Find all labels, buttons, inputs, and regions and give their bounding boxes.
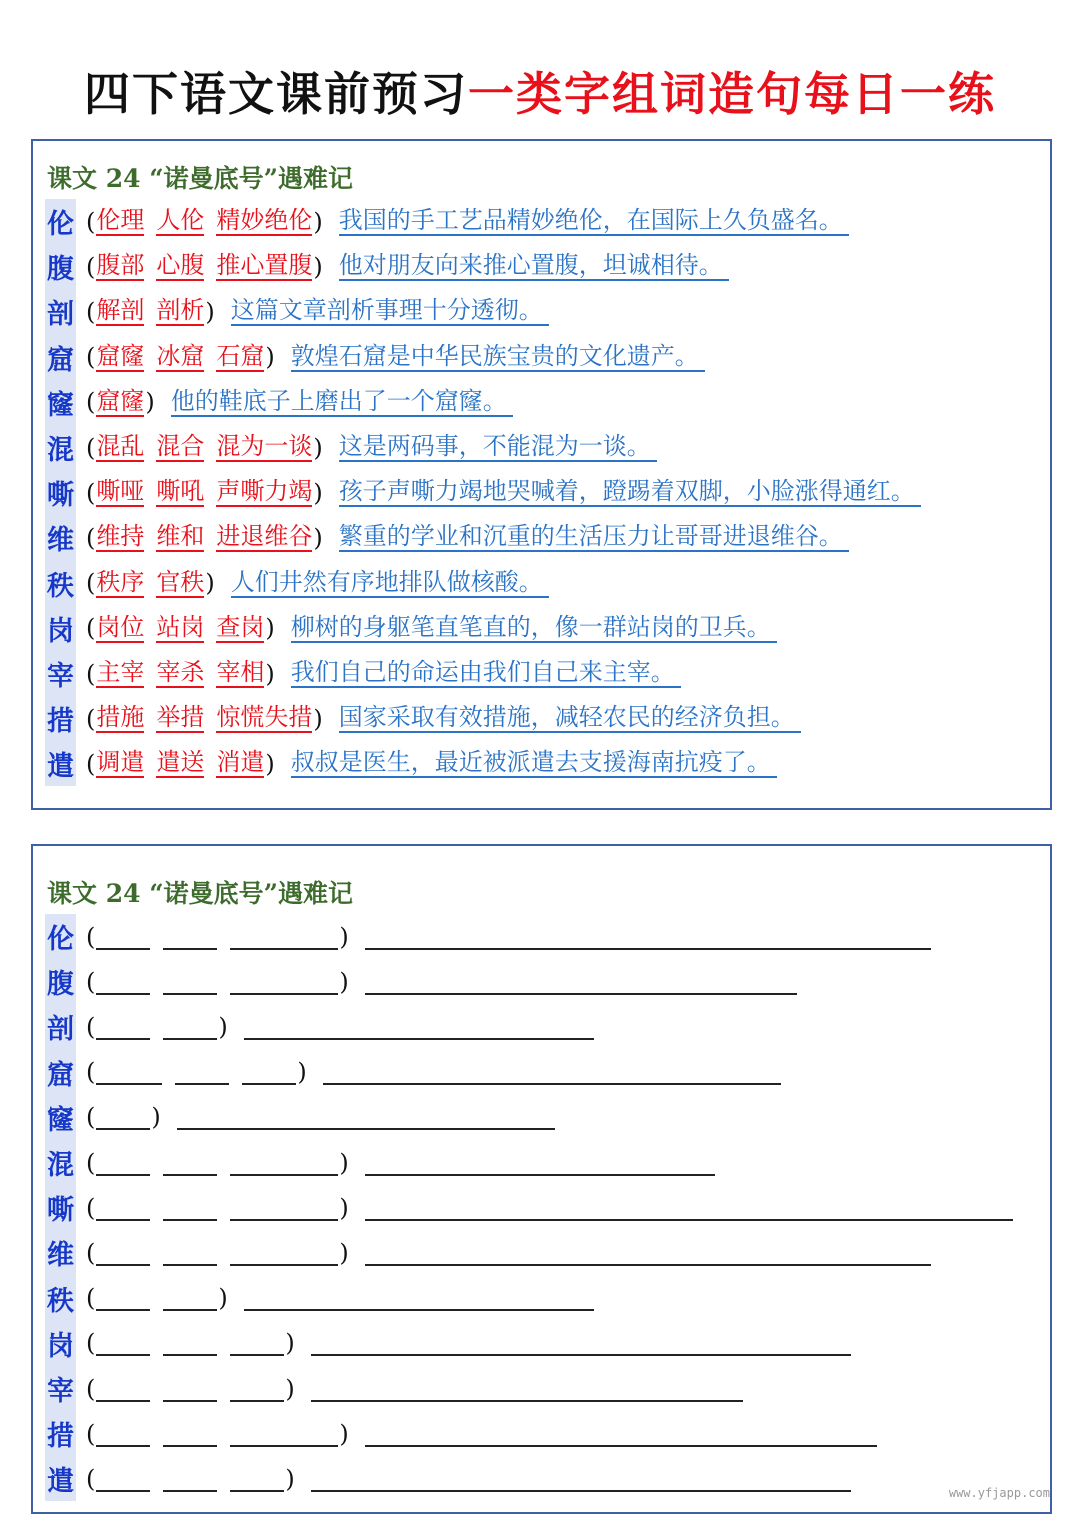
compound-word: 秩序 (96, 567, 145, 596)
example-sentence: 我们自己的命运由我们自己来主宰。 (291, 659, 681, 688)
word-blank[interactable] (96, 1014, 150, 1040)
compound-word: 人伦 (156, 206, 205, 234)
title-black: 四下语文课前预习 (84, 67, 468, 121)
practice-row (45, 1411, 877, 1456)
compound-word: 腹部 (96, 251, 145, 280)
example-sentence: 他的鞋底子上磨出了一个窟窿。 (171, 388, 513, 417)
target-character: 遣 (47, 1466, 74, 1498)
close-paren: ) (218, 1284, 228, 1313)
target-character: 嘶 (47, 1195, 74, 1227)
example-sentence: 这篇文章剖析事理十分透彻。 (231, 297, 549, 326)
word-blank[interactable] (163, 1150, 217, 1176)
target-character: 秩 (47, 1285, 74, 1317)
answer-row (45, 289, 549, 334)
target-character: 窟 (47, 1059, 74, 1091)
word-blank[interactable] (163, 1421, 217, 1447)
open-paren: ( (86, 749, 96, 778)
word-blank[interactable] (96, 1466, 150, 1492)
close-paren: ) (313, 523, 323, 552)
close-paren: ) (265, 343, 275, 372)
open-paren: ( (86, 1193, 96, 1222)
open-paren: ( (86, 1329, 96, 1358)
open-paren: ( (86, 523, 96, 552)
compound-word: 窟窿 (96, 341, 145, 370)
word-blank[interactable] (230, 1240, 338, 1266)
word-blank[interactable] (163, 1466, 217, 1492)
open-paren: ( (86, 297, 96, 326)
word-blank[interactable] (230, 1376, 284, 1402)
target-character: 岗 (47, 1330, 74, 1362)
target-character: 窿 (47, 389, 74, 421)
open-paren: ( (86, 1284, 96, 1313)
example-sentence: 人们井然有序地排队做核酸。 (231, 569, 549, 598)
compound-word: 调遣 (96, 748, 145, 777)
close-paren: ) (205, 569, 215, 598)
practice-row (45, 1366, 743, 1411)
example-sentence: 柳树的身躯笔直笔直的，像一群站岗的卫兵。 (291, 614, 777, 643)
compound-word: 推心置腹 (216, 251, 313, 280)
word-blank[interactable] (163, 1240, 217, 1266)
close-paren: ) (339, 1238, 349, 1267)
word-blank[interactable] (96, 1195, 150, 1221)
open-paren: ( (86, 659, 96, 688)
practice-row (45, 1230, 931, 1275)
target-character: 宰 (47, 1376, 74, 1407)
word-blank[interactable] (230, 969, 338, 995)
example-sentence: 繁重的学业和沉重的生活压力让哥哥进退维谷。 (339, 523, 849, 552)
word-blank[interactable] (96, 1104, 150, 1130)
open-paren: ( (86, 252, 96, 281)
target-character: 伦 (47, 924, 74, 955)
sentence-blank[interactable] (311, 1466, 851, 1492)
word-blank[interactable] (242, 1059, 296, 1085)
sentence-blank[interactable] (311, 1376, 743, 1402)
close-paren: ) (339, 1419, 349, 1448)
close-paren: ) (313, 433, 323, 462)
practice-row (45, 1456, 851, 1501)
sentence-blank[interactable] (365, 969, 797, 995)
answer-row (45, 561, 549, 606)
compound-word: 伦理 (96, 206, 145, 234)
word-blank[interactable] (96, 1240, 150, 1266)
practice-row (45, 1140, 715, 1185)
page-title (0, 58, 1080, 124)
word-blank[interactable] (96, 1421, 150, 1447)
compound-word: 维持 (96, 522, 145, 551)
answer-row (45, 380, 513, 425)
open-paren: ( (86, 967, 96, 996)
target-character: 措 (47, 1421, 74, 1453)
sentence-blank[interactable] (365, 1195, 1013, 1221)
word-blank[interactable] (163, 1376, 217, 1402)
target-character: 嘶 (47, 480, 74, 512)
word-blank[interactable] (96, 1150, 150, 1176)
answer-row (45, 199, 849, 244)
compound-word: 混乱 (96, 432, 145, 460)
compound-word: 石窟 (216, 341, 265, 370)
practice-row (45, 1276, 594, 1321)
compound-word: 嘶吼 (156, 477, 205, 506)
open-paren: ( (86, 1103, 96, 1132)
compound-word: 心腹 (156, 251, 205, 280)
practice-row (45, 1050, 781, 1095)
open-paren: ( (86, 614, 96, 643)
sentence-blank[interactable] (177, 1104, 555, 1130)
target-character: 宰 (47, 661, 74, 692)
compound-word: 宰杀 (156, 658, 205, 686)
lesson-title: 课文 24 “诺曼底号”遇难记 (47, 164, 353, 193)
title-red: 一类字组词造句每日一练 (468, 67, 996, 121)
target-character: 剖 (47, 1014, 74, 1046)
close-paren: ) (265, 659, 275, 688)
open-paren: ( (86, 478, 96, 507)
word-blank[interactable] (96, 1285, 150, 1311)
practice-row (45, 1095, 555, 1140)
word-blank[interactable] (163, 1195, 217, 1221)
open-paren: ( (86, 704, 96, 733)
target-character: 伦 (47, 209, 74, 240)
compound-word: 混为一谈 (216, 432, 313, 460)
example-sentence: 敦煌石窟是中华民族宝贵的文化遗产。 (291, 343, 705, 372)
compound-word: 宰相 (216, 658, 265, 686)
example-sentence: 孩子声嘶力竭地哭喊着，蹬踢着双脚，小脸涨得通红。 (339, 478, 921, 507)
open-paren: ( (86, 1238, 96, 1267)
target-character: 岗 (47, 615, 74, 647)
close-paren: ) (151, 1103, 161, 1132)
close-paren: ) (339, 967, 349, 996)
compound-word: 剖析 (156, 296, 205, 325)
compound-word: 精妙绝伦 (216, 206, 313, 234)
open-paren: ( (86, 1012, 96, 1041)
compound-word: 惊慌失措 (216, 703, 313, 732)
target-character: 混 (47, 435, 74, 466)
practice-row (45, 1004, 594, 1049)
compound-word: 消遣 (216, 748, 265, 777)
target-character: 窿 (47, 1104, 74, 1136)
sentence-blank[interactable] (244, 1285, 594, 1311)
word-blank[interactable] (96, 1330, 150, 1356)
answer-row (45, 335, 705, 380)
compound-word: 进退维谷 (216, 522, 313, 551)
close-paren: ) (339, 1193, 349, 1222)
compound-word: 措施 (96, 703, 145, 732)
close-paren: ) (297, 1058, 307, 1087)
target-character: 剖 (47, 299, 74, 331)
compound-word: 举措 (156, 703, 205, 732)
compound-word: 声嘶力竭 (216, 477, 313, 506)
close-paren: ) (339, 1148, 349, 1177)
answer-row (45, 696, 801, 741)
open-paren: ( (86, 1058, 96, 1087)
sentence-blank[interactable] (311, 1330, 851, 1356)
close-paren: ) (285, 1329, 295, 1358)
sentence-blank[interactable] (365, 1421, 877, 1447)
answer-row (45, 741, 777, 786)
open-paren: ( (86, 1374, 96, 1403)
word-blank[interactable] (175, 1059, 229, 1085)
open-paren: ( (86, 569, 96, 598)
word-blank[interactable] (96, 924, 150, 950)
close-paren: ) (339, 922, 349, 951)
sentence-blank[interactable] (365, 924, 931, 950)
target-character: 腹 (47, 969, 74, 1001)
close-paren: ) (145, 388, 155, 417)
answer-row (45, 470, 921, 515)
practice-row (45, 959, 797, 1004)
word-blank[interactable] (163, 1285, 217, 1311)
example-sentence: 国家采取有效措施，减轻农民的经济负担。 (339, 704, 801, 733)
practice-box (31, 844, 1052, 1514)
compound-word: 冰窟 (156, 341, 205, 370)
compound-word: 查岗 (216, 612, 265, 641)
compound-word: 混合 (156, 432, 205, 460)
close-paren: ) (205, 297, 215, 326)
compound-word: 遣送 (156, 748, 205, 777)
answer-row (45, 651, 681, 696)
example-sentence: 叔叔是医生，最近被派遣去支援海南抗疫了。 (291, 749, 777, 778)
open-paren: ( (86, 1464, 96, 1493)
word-blank[interactable] (96, 1059, 162, 1085)
open-paren: ( (86, 343, 96, 372)
practice-row (45, 1185, 1013, 1230)
target-character: 维 (47, 525, 74, 557)
word-blank[interactable] (230, 1195, 338, 1221)
target-character: 腹 (47, 254, 74, 286)
open-paren: ( (86, 1148, 96, 1177)
word-blank[interactable] (230, 1330, 284, 1356)
compound-word: 岗位 (96, 612, 145, 641)
close-paren: ) (285, 1464, 295, 1493)
target-character: 维 (47, 1240, 74, 1272)
target-character: 措 (47, 706, 74, 738)
example-sentence: 他对朋友向来推心置腹，坦诚相待。 (339, 252, 729, 281)
open-paren: ( (86, 433, 96, 462)
compound-word: 维和 (156, 522, 205, 551)
close-paren: ) (285, 1374, 295, 1403)
word-blank[interactable] (230, 1466, 284, 1492)
target-character: 秩 (47, 570, 74, 602)
compound-word: 主宰 (96, 658, 145, 686)
close-paren: ) (265, 614, 275, 643)
close-paren: ) (313, 478, 323, 507)
answer-row (45, 425, 657, 470)
sentence-blank[interactable] (323, 1059, 781, 1085)
example-sentence: 我国的手工艺品精妙绝伦，在国际上久负盛名。 (339, 207, 849, 236)
close-paren: ) (313, 704, 323, 733)
close-paren: ) (313, 252, 323, 281)
compound-word: 站岗 (156, 612, 205, 641)
word-blank[interactable] (230, 1150, 338, 1176)
open-paren: ( (86, 388, 96, 417)
close-paren: ) (313, 207, 323, 236)
lesson-title: 课文 24 “诺曼底号”遇难记 (47, 879, 353, 908)
close-paren: ) (218, 1012, 228, 1041)
word-blank[interactable] (163, 1014, 217, 1040)
sentence-blank[interactable] (244, 1014, 594, 1040)
open-paren: ( (86, 207, 96, 236)
compound-word: 窟窿 (96, 386, 145, 415)
word-blank[interactable] (163, 1330, 217, 1356)
close-paren: ) (265, 749, 275, 778)
word-blank[interactable] (96, 1376, 150, 1402)
compound-word: 官秩 (156, 567, 205, 596)
example-sentence: 这是两码事，不能混为一谈。 (339, 433, 657, 462)
answer-box (31, 139, 1052, 810)
practice-row (45, 914, 931, 959)
word-blank[interactable] (230, 1421, 338, 1447)
compound-word: 嘶哑 (96, 477, 145, 506)
open-paren: ( (86, 922, 96, 951)
sentence-blank[interactable] (365, 1240, 931, 1266)
watermark: www.yfjapp.com (948, 1486, 1050, 1500)
sentence-blank[interactable] (365, 1150, 715, 1176)
open-paren: ( (86, 1419, 96, 1448)
practice-row (45, 1321, 851, 1366)
compound-word: 解剖 (96, 296, 145, 325)
word-blank[interactable] (163, 969, 217, 995)
answer-row (45, 515, 849, 560)
word-blank[interactable] (163, 924, 217, 950)
target-character: 混 (47, 1150, 74, 1181)
answer-row (45, 606, 777, 651)
word-blank[interactable] (230, 924, 338, 950)
target-character: 遣 (47, 751, 74, 783)
answer-row (45, 244, 729, 289)
target-character: 窟 (47, 344, 74, 376)
word-blank[interactable] (96, 969, 150, 995)
